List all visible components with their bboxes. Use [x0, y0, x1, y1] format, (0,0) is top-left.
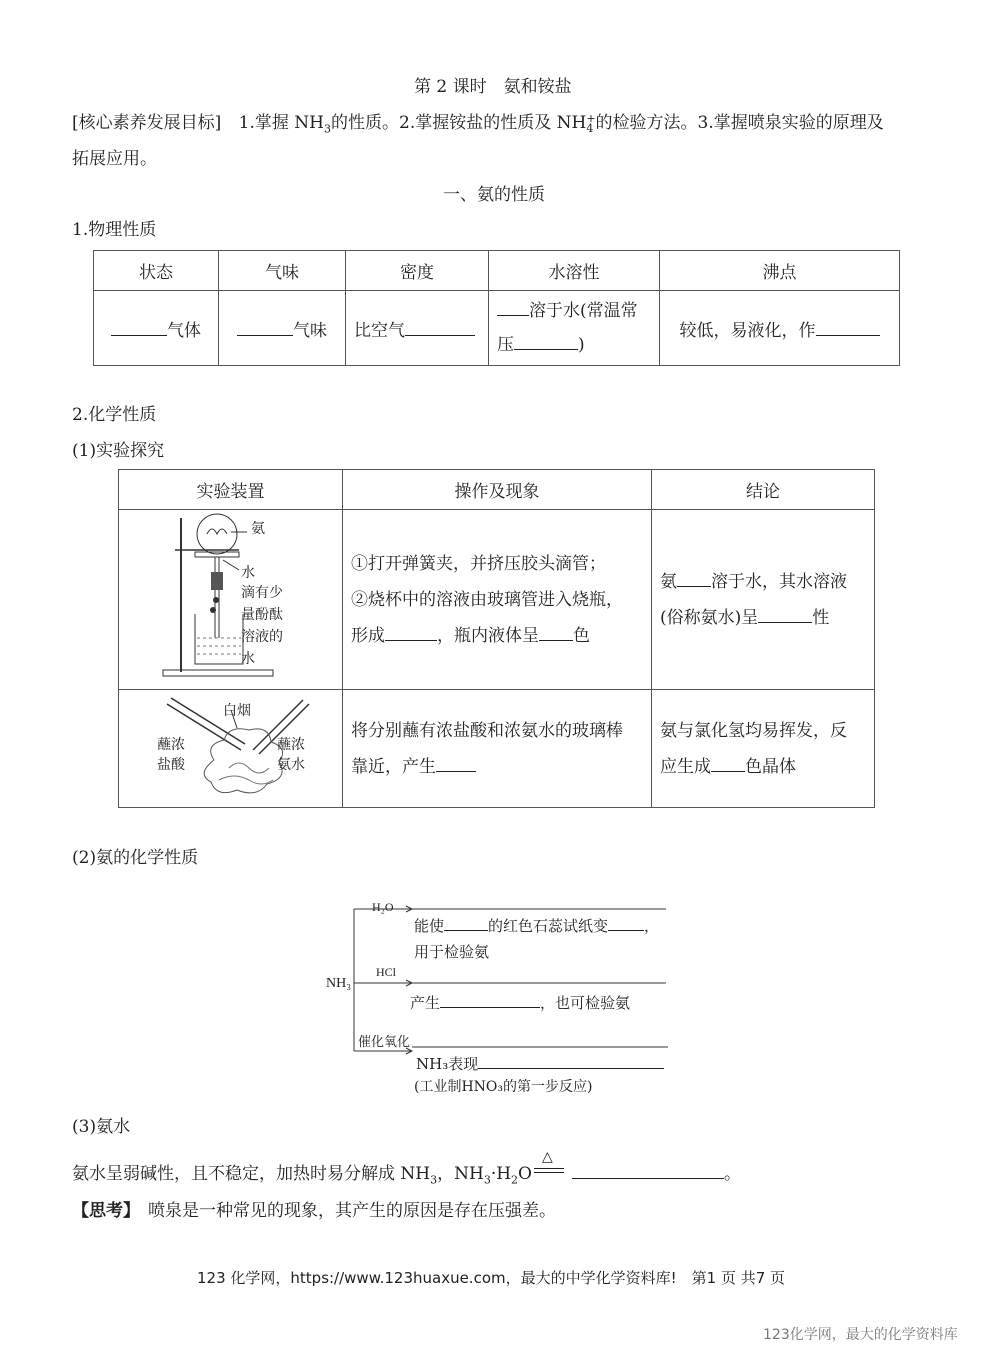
blank[interactable] — [385, 625, 437, 641]
ammonia-water-heading: (3)氨水 — [72, 1117, 131, 1137]
header-density: 密度 — [346, 251, 489, 291]
h2o-label: H₂O — [372, 900, 394, 914]
physical-heading: 1.物理性质 — [72, 220, 157, 240]
op-step-2: ②烧杯中的溶液由玻璃管进入烧瓶， — [351, 589, 623, 610]
blank[interactable] — [677, 571, 711, 587]
header-state: 状态 — [94, 251, 219, 291]
header-boiling: 沸点 — [660, 251, 900, 291]
cell-smell: 气味 — [219, 291, 346, 366]
blank[interactable] — [478, 1053, 664, 1069]
nh3-label: NH₃ — [326, 976, 352, 991]
blank[interactable] — [539, 625, 573, 641]
blank[interactable] — [608, 915, 644, 931]
smoke-operation — [343, 690, 652, 808]
label-nh3aq-2: 氨水 — [277, 758, 305, 773]
physical-table — [93, 250, 900, 366]
blank[interactable] — [816, 320, 880, 336]
delta-icon: △ — [541, 1148, 553, 1165]
cell-boiling: 较低，易液化，作 — [660, 291, 900, 366]
goals-label: [核心素养发展目标] — [72, 113, 222, 133]
con2-line-2: 应生成 色晶体 — [660, 756, 796, 777]
label-nh3aq-1: 蘸浓 — [277, 738, 305, 753]
label-smoke: 白烟 — [223, 704, 251, 719]
header-conclusion: 结论 — [652, 470, 875, 510]
con-line-2: (俗称氨水)呈 性 — [660, 607, 830, 628]
op-step-1: ①打开弹簧夹，并挤压胶头滴管； — [351, 553, 606, 574]
op2-line-2: 靠近，产生 — [351, 749, 643, 785]
think-line — [72, 1196, 556, 1221]
blank[interactable] — [497, 300, 529, 316]
nh4-sub: 4 — [586, 121, 594, 135]
blank[interactable] — [111, 320, 167, 336]
nh4-sup: + — [586, 111, 596, 125]
cell-state: 气体 — [94, 291, 219, 366]
label-phenol-4: 水 — [241, 652, 255, 667]
blank[interactable] — [572, 1163, 724, 1179]
h2o-result-2: 用于检验氨 — [414, 943, 490, 961]
label-water: 水 — [241, 566, 255, 581]
experiment-heading: (1)实验探究 — [72, 441, 165, 461]
label-phenol-3: 溶液的 — [241, 630, 283, 645]
think-label: 【思考】 — [72, 1201, 140, 1221]
header-apparatus: 实验装置 — [119, 470, 343, 510]
op-step-3: 形成 ，瓶内液体呈 色 — [351, 625, 590, 646]
cell-density: 比空气 — [346, 291, 489, 366]
catalytic-label: 催化氧化 — [358, 1035, 411, 1050]
section-title: 一、氨的性质 — [443, 185, 545, 205]
blank[interactable] — [514, 334, 578, 350]
goals-text-c: 的检验方法。3.掌握喷泉实验的原理及 — [595, 113, 884, 133]
label-phenol-1: 滴有少 — [241, 586, 283, 601]
label-ammonia: 氨 — [251, 522, 265, 537]
goals-line-1 — [72, 108, 884, 135]
experiment-table — [118, 469, 875, 808]
fountain-conclusion — [652, 510, 875, 690]
ammonia-water-text: 氨水呈弱碱性，且不稳定，加热时易分解成 $NH_3$，$NH_3\cdot H_2O$ △ 。 — [72, 1148, 741, 1187]
heat-equals-sign — [532, 1148, 566, 1185]
label-phenol-2: 量酚酞 — [241, 608, 283, 623]
catalytic-result: NH₃表现 — [416, 1053, 664, 1074]
goals-text-b: 的性质。2.掌握铵盐的性质及 NH — [331, 113, 587, 133]
header-operation: 操作及现象 — [343, 470, 652, 510]
hcl-result: 产生 ，也可检验氨 — [410, 994, 631, 1012]
header-smell: 气味 — [219, 251, 346, 291]
con2-line-1: 氨与氯化氢均易挥发，反 — [660, 720, 847, 741]
blank[interactable] — [436, 756, 476, 772]
con-line-1: 氨 溶于水，其水溶液 — [660, 571, 847, 592]
header-solubility: 水溶性 — [489, 251, 660, 291]
cell-solubility: 溶于水(常温常 压 ) — [489, 291, 660, 366]
hcl-label: HCl — [376, 965, 397, 979]
blank[interactable] — [237, 320, 293, 336]
think-text: 喷泉是一种常见的现象，其产生的原因是存在压强差。 — [148, 1201, 556, 1221]
goals-sub: 3 — [324, 122, 331, 136]
blank[interactable] — [405, 320, 475, 336]
chemical-heading: 2.化学性质 — [72, 405, 157, 425]
blank[interactable] — [758, 607, 812, 623]
blank[interactable] — [711, 756, 745, 772]
fountain-apparatus-cell — [119, 510, 343, 690]
page-footer: 123 化学网，https://www.123huaxue.com，最大的中学化学资料库! 第1 页 共7 页 — [197, 1269, 786, 1287]
blank[interactable] — [440, 992, 540, 1008]
smoke-apparatus-cell — [119, 690, 343, 808]
goals-text-a: 1.掌握 NH — [238, 113, 324, 133]
label-hcl-2: 盐酸 — [157, 758, 185, 773]
fountain-operation — [343, 510, 652, 690]
op2-line-1: 将分别蘸有浓盐酸和浓氨水的玻璃棒 — [351, 720, 623, 741]
goals-line-2: 拓展应用。 — [72, 149, 157, 169]
h2o-result-1: 能使 的红色石蕊试纸变 ， — [414, 917, 660, 935]
fountain-apparatus-figure — [119, 510, 341, 688]
label-hcl-1: 蘸浓 — [157, 738, 185, 753]
nh3-chem-heading: (2)氨的化学性质 — [72, 848, 199, 868]
catalytic-note: (工业制HNO₃的第一步反应) — [414, 1079, 593, 1095]
smoke-conclusion — [652, 690, 875, 808]
blank[interactable] — [444, 915, 488, 931]
lesson-title: 第 2 课时 氨和铵盐 — [414, 77, 572, 97]
watermark: 123化学网，最大的化学资料库 — [763, 1327, 958, 1343]
